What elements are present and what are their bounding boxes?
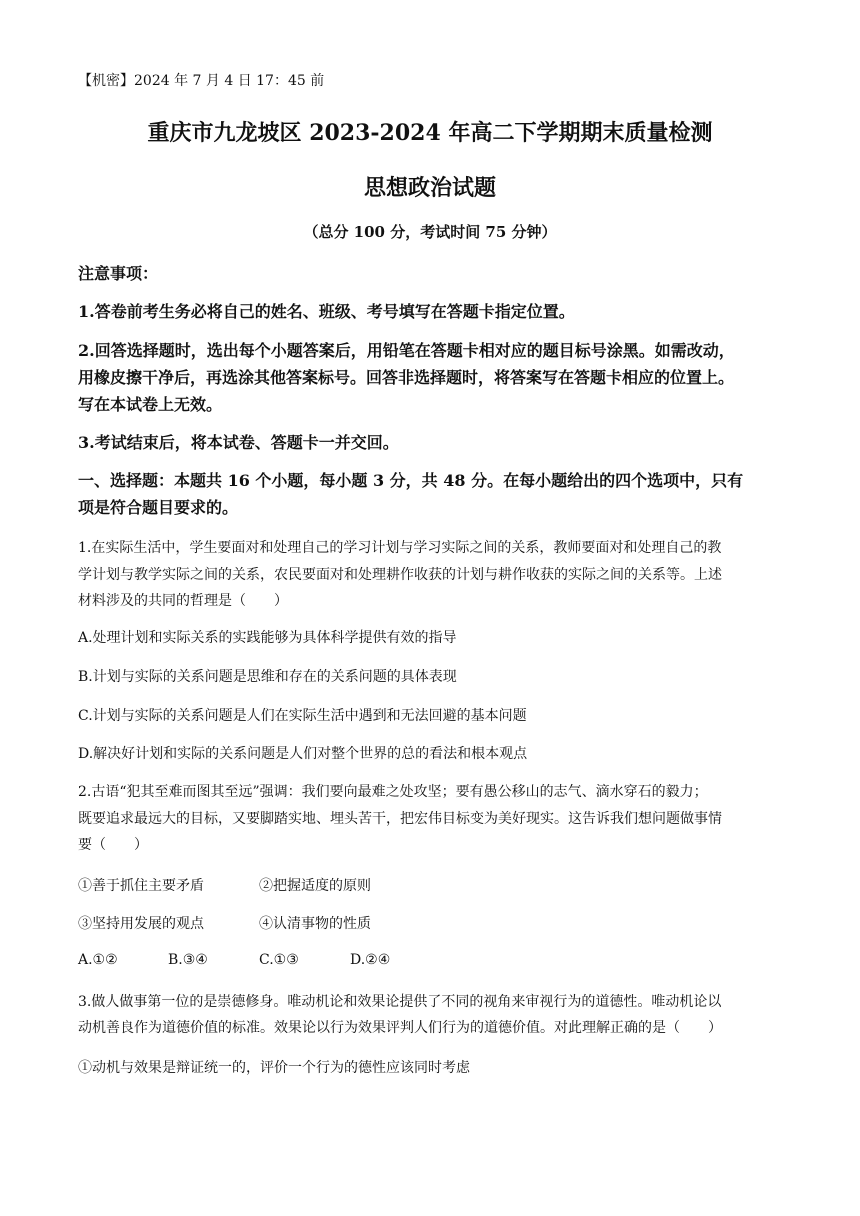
q2-statement-4: ④认清事物的性质 [259,916,371,932]
q1-stem-line-3: 材料涉及的共同的哲理是（ ） [78,593,288,609]
exam-title: 重庆市九龙坡区 2023-2024 年高二下学期期末质量检测 [147,120,713,146]
q1-option-a: A.处理计划和实际关系的实践能够为具体科学提供有效的指导 [78,630,457,646]
q1-option-d: D.解决好计划和实际的关系问题是人们对整个世界的总的看法和根本观点 [78,746,528,762]
note-1: 1.答卷前考生务必将自己的姓名、班级、考号填写在答题卡指定位置。 [78,302,575,321]
notes-heading: 注意事项： [78,264,159,283]
q2-statement-3: ③坚持用发展的观点 [78,916,204,932]
confidential-header: 【机密】2024 年 7 月 4 日 17：45 前 [78,73,325,89]
note-2-line-2: 用橡皮擦干净后，再选涂其他答案标号。回答非选择题时，将答案写在答题卡相应的位置上。 [78,368,735,387]
q1-option-b: B.计划与实际的关系问题是思维和存在的关系问题的具体表现 [78,669,457,685]
q1-option-c: C.计划与实际的关系问题是人们在实际生活中遇到和无法回避的基本问题 [78,708,527,724]
q2-stem-line-2: 既要追求最远大的目标，又要脚踏实地、埋头苦干，把宏伟目标变为美好现实。这告诉我们想问题做事情 [78,811,722,827]
q1-stem-line-1: 1.在实际生活中，学生要面对和处理自己的学习计划与学习实际之间的关系，教师要面对和处理自己的教 [78,540,722,556]
q2-option-c: C.①③ [259,952,299,968]
exam-subtitle: 思想政治试题 [363,175,496,201]
note-3: 3.考试结束后，将本试卷、答题卡一并交回。 [78,433,399,452]
q3-statement-1: ①动机与效果是辩证统一的，评价一个行为的德性应该同时考虑 [78,1060,470,1076]
section-1-line-1: 一、选择题：本题共 16 个小题，每小题 3 分，共 48 分。在每小题给出的四个选项中，只有 [78,471,744,490]
section-1-line-2: 项是符合题目要求的。 [78,498,239,517]
note-2-line-3: 写在本试卷上无效。 [78,395,223,414]
q3-stem-line-2: 动机善良作为道德价值的标准。效果论以行为效果评判人们行为的道德价值。对此理解正确的是（ ） [78,1020,722,1036]
q2-option-d: D.②④ [350,952,391,968]
q2-stem-line-3: 要（ ） [78,837,148,853]
note-2-line-1: 2.回答选择题时，选出每个小题答案后，用铅笔在答题卡相对应的题目标号涂黑。如需改动， [78,341,735,360]
q2-option-b: B.③④ [168,952,208,968]
q2-statement-1: ①善于抓住主要矛盾 [78,878,204,894]
q3-stem-line-1: 3.做人做事第一位的是崇德修身。唯动机论和效果论提供了不同的视角来审视行为的道德性。唯动机论以 [78,994,722,1010]
q1-stem-line-2: 学计划与教学实际之间的关系，农民要面对和处理耕作收获的计划与耕作收获的实际之间的关系等。上述 [78,567,722,583]
q2-stem-line-1: 2.古语“犯其至难而图其至远”强调：我们要向最难之处攻坚；要有愚公移山的志气、滴水穿石的毅力； [78,784,708,800]
q2-option-a: A.①② [78,952,118,968]
q2-statement-2: ②把握适度的原则 [259,878,371,894]
score-info: （总分 100 分，考试时间 75 分钟） [303,223,557,241]
